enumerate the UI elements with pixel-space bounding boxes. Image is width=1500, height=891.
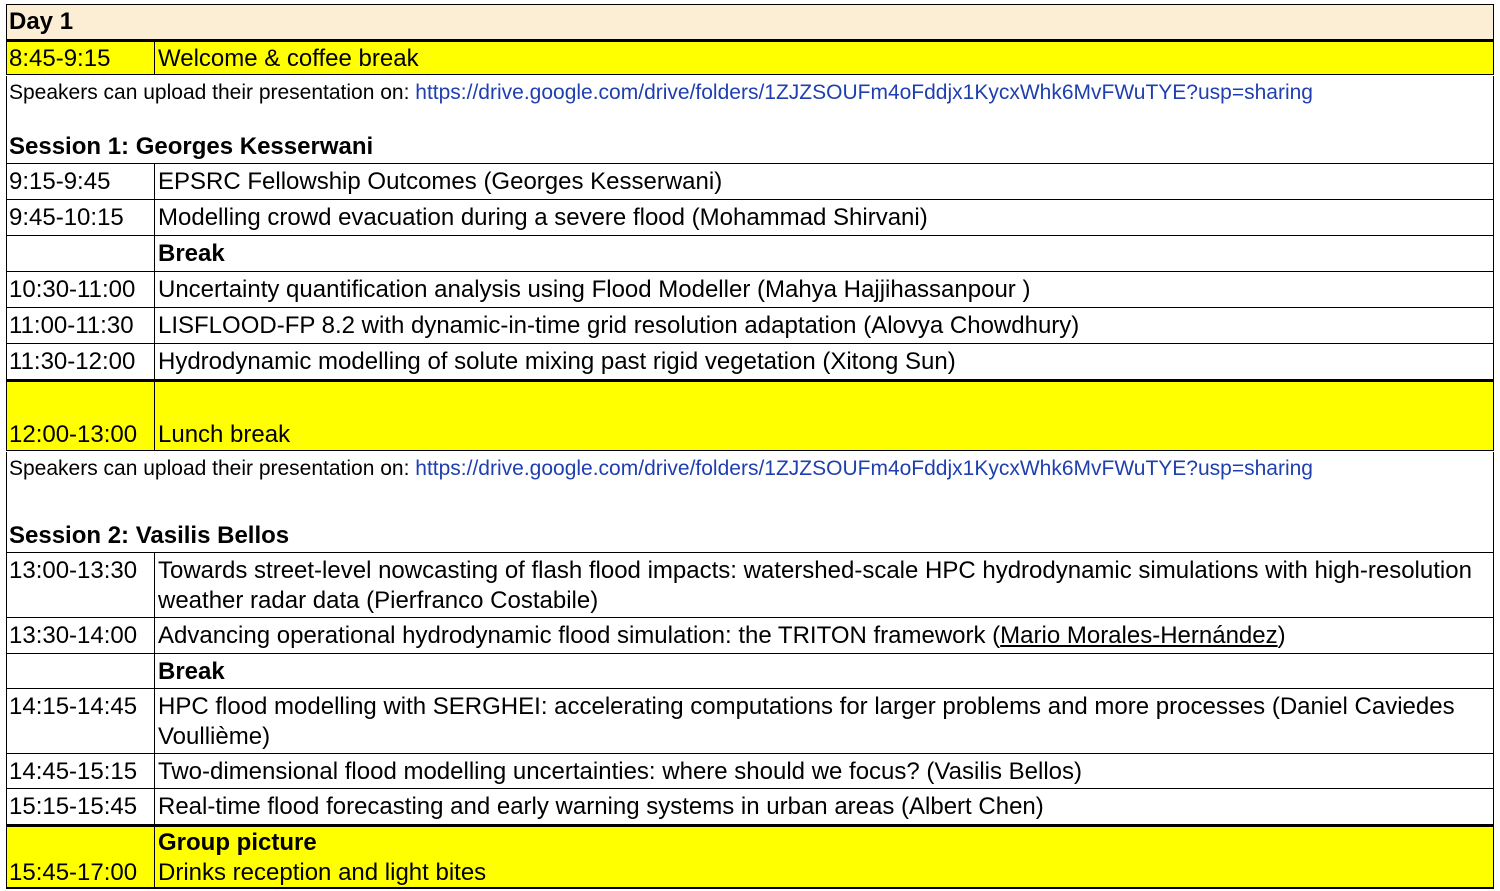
talk-title: Towards street-level nowcasting of flash flood impacts: watershed-scale HPC hydrodynamic simulations with high-resolution weather radar data (Pierfranco Costabile) (158, 557, 1472, 614)
lunch-row (6, 380, 1494, 451)
talk-title: EPSRC Fellowship Outcomes (Georges Kesserwani) (158, 168, 723, 195)
table-row (6, 618, 1494, 654)
talk-title-suffix: ) (1277, 622, 1286, 649)
session-1-heading: Session 1: Georges Kesserwani (9, 133, 374, 160)
session-heading-row (6, 110, 1494, 164)
lunch-time: 12:00-13:00 (7, 382, 155, 450)
table-row (6, 308, 1494, 344)
upload-note-row (6, 76, 1494, 110)
drive-link[interactable]: https://drive.google.com/drive/folders/1ZJZSOUFm4oFddjx1KycxWhk6MvFWuTYE?usp=sharing (415, 81, 1313, 104)
talk-title (156, 618, 1493, 653)
talk-title: Real-time flood forecasting and early warning systems in urban areas (Albert Chen) (158, 793, 1044, 820)
break-row (6, 654, 1494, 689)
talk-time: 9:45-10:15 (7, 200, 155, 235)
talk-title: LISFLOOD-FP 8.2 with dynamic-in-time grid resolution adaptation (Alovya Chowdhury) (158, 312, 1080, 339)
upload-note (7, 76, 1493, 110)
drinks-reception-label: Drinks reception and light bites (158, 859, 487, 886)
talk-time: 14:45-15:15 (7, 754, 155, 788)
talk-title: Uncertainty quantification analysis using Flood Modeller (Mahya Hajjihassanpour ) (158, 276, 1031, 303)
talk-title-text: Advancing operational hydrodynamic flood simulation: the TRITON framework ( (158, 622, 1001, 649)
talk-time: 14:15-14:45 (7, 689, 155, 753)
talk-title: Two-dimensional flood modelling uncertainties: where should we focus? (Vasilis Bellos) (158, 758, 1083, 785)
table-row (6, 553, 1494, 618)
talk-title: Modelling crowd evacuation during a severe flood (Mohammad Shirvani) (158, 204, 928, 231)
speaker-link[interactable]: Mario Morales-Hernández (1000, 622, 1278, 649)
day-label: Day 1 (9, 8, 74, 35)
welcome-row (6, 40, 1494, 75)
talk-time: 11:30-12:00 (7, 344, 155, 379)
welcome-time: 8:45-9:15 (7, 42, 155, 74)
table-row (6, 344, 1494, 380)
table-row (6, 789, 1494, 825)
table-row (6, 200, 1494, 236)
talk-time: 15:15-15:45 (7, 789, 155, 824)
welcome-title: Welcome & coffee break (158, 45, 419, 72)
session-2-heading: Session 2: Vasilis Bellos (9, 522, 290, 549)
break-row (6, 236, 1494, 272)
table-row (6, 164, 1494, 200)
talk-time: 13:30-14:00 (7, 618, 155, 653)
session-heading-row (6, 486, 1494, 553)
drive-link[interactable]: https://drive.google.com/drive/folders/1ZJZSOUFm4oFddjx1KycxWhk6MvFWuTYE?usp=sharing (415, 457, 1313, 480)
break-time (7, 654, 155, 688)
lunch-title: Lunch break (158, 421, 291, 448)
upload-note-text: Speakers can upload their presentation on: (9, 457, 416, 480)
group-picture-label: Group picture (158, 829, 317, 856)
closing-title (156, 827, 1493, 887)
break-label: Break (158, 240, 225, 267)
closing-time: 15:45-17:00 (7, 827, 155, 887)
day-header-row (6, 4, 1494, 40)
break-time (7, 236, 155, 271)
talk-title: HPC flood modelling with SERGHEI: accelerating computations for larger problems and more processes (Daniel Caviedes Voullième) (158, 693, 1455, 750)
talk-time: 10:30-11:00 (7, 272, 155, 307)
talk-time: 11:00-11:30 (7, 308, 155, 343)
table-row (6, 689, 1494, 754)
table-row (6, 754, 1494, 789)
closing-row (6, 825, 1494, 889)
upload-note (7, 452, 1493, 486)
talk-time: 9:15-9:45 (7, 164, 155, 199)
break-label: Break (158, 658, 225, 685)
talk-time: 13:00-13:30 (7, 553, 155, 617)
talk-title: Hydrodynamic modelling of solute mixing past rigid vegetation (Xitong Sun) (158, 348, 956, 375)
table-row (6, 272, 1494, 308)
upload-note-text: Speakers can upload their presentation on: (9, 81, 416, 104)
upload-note-row (6, 452, 1494, 486)
